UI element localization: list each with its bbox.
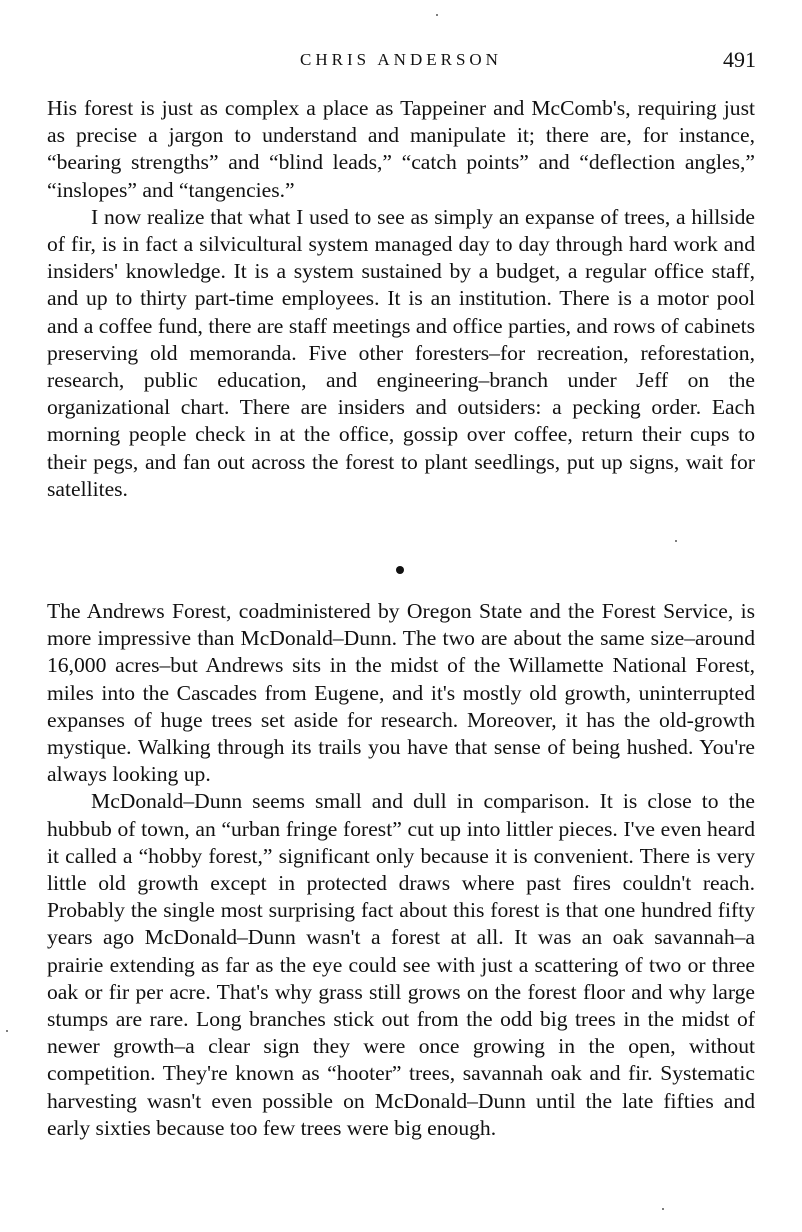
scan-speck bbox=[675, 540, 677, 542]
paragraph-andrews-forest: The Andrews Forest, coadministered by Oregon State and the Forest Service, is more impressive than McDonald–Dunn. The two are about the same size–around 16,000 acres–but Andrews sits in the midst of the Willamette National Forest, miles into the Cascades from Eugene, and it's mostly old growth, uninterrupted expanses of huge trees set aside for research. Moreover, it has the old-growth mystique. Walking through its trails you have that sense of being hushed. You're always looking up. bbox=[47, 599, 755, 787]
paragraph-forest-jargon: His forest is just as complex a place as Tappeiner and McComb's, requiring just as precise a jargon to understand and manipulate it; there are, for instance, “bearing strengths” and “blind leads,” “catch points” and “deflection angles,” “inslopes” and “tangencies.” bbox=[47, 96, 755, 202]
scan-speck bbox=[436, 14, 438, 16]
paragraph-silvicultural-system: I now realize that what I used to see as simply an expanse of trees, a hillside of fir, is in fact a silvicultural system managed day to day through hard work and insiders' knowledge. It is a system sustained by a budget, a regular office staff, and up to thirty part-time employees. It is an institution. There is a motor pool and a coffee fund, there are staff meetings and office parties, and rows of cabinets preserving old memoranda. Five other foresters–for recreation, reforestation, research, public education, and engineering–branch under Jeff on the organizational chart. There are insiders and outsiders: a pecking order. Each morning people check in at the office, gossip over coffee, return their cups to their pegs, and fan out across the forest to plant seedlings, put up signs, wait for satellites. bbox=[47, 204, 755, 501]
page-number: 491 bbox=[723, 47, 756, 72]
text-block-second-section bbox=[47, 598, 755, 1142]
scan-speck bbox=[6, 1030, 8, 1032]
scan-speck bbox=[662, 1208, 664, 1210]
text-block-first-section bbox=[47, 95, 755, 503]
section-break-bullet bbox=[396, 566, 404, 574]
running-head bbox=[46, 47, 756, 75]
paragraph-mcdonald-dunn: McDonald–Dunn seems small and dull in comparison. It is close to the hubbub of town, an “urban fringe forest” cut up into littler pieces. I've even heard it called a “hobby forest,” significant only because it is convenient. There is very little old growth except in protected draws where past fires couldn't reach. Probably the single most surprising fact about this forest is that one hundred fifty years ago McDonald–Dunn wasn't a forest at all. It was an oak savannah–a prairie extending as far as the eye could see with just a scattering of two or three oak or fir per acre. That's why grass still grows on the forest floor and why large stumps are rare. Long branches stick out from the odd big trees in the midst of newer growth–a clear sign they were once growing in the open, without competition. They're known as “hooter” trees, savannah oak and fir. Systematic harvesting wasn't even possible on McDonald–Dunn until the late fifties and early sixties because too few trees were big enough. bbox=[47, 789, 755, 1140]
running-head-author: CHRIS ANDERSON bbox=[300, 50, 502, 69]
